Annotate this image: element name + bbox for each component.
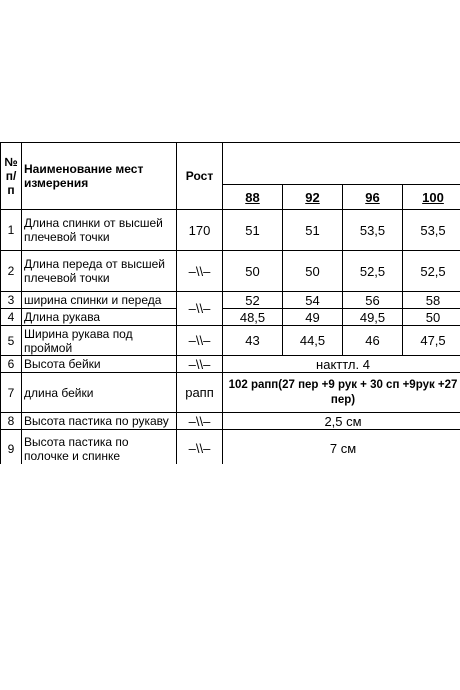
row-rost: –\\– [177,251,223,292]
row-rost: –\\– [177,292,223,326]
value-cell: 52,5 [403,251,460,292]
value-cell: 52 [223,292,283,309]
value-cell: 50 [283,251,343,292]
merged-value: 102 рапп(27 пер +9 рук + 30 сп +9рук +27 пер) [223,373,460,413]
value-cell: 53,5 [343,210,403,251]
row-rost: –\\– [177,430,223,465]
table-row [1,326,460,356]
header-sizes-group [223,143,460,185]
row-num: 1 [1,210,22,251]
table-row [1,292,460,309]
table-row [1,309,460,326]
value-cell: 52,5 [343,251,403,292]
row-rost: 170 [177,210,223,251]
size-table-sheet [0,142,460,464]
size-88: 88 [223,185,283,210]
row-num: 9 [1,430,22,465]
value-cell: 53,5 [403,210,460,251]
row-name: Высота пастика по полочке и спинке [22,430,177,465]
row-num: 7 [1,373,22,413]
row-num: 6 [1,356,22,373]
row-rost: рапп [177,373,223,413]
value-cell: 46 [343,326,403,356]
merged-value: 2,5 см [223,413,460,430]
size-96: 96 [343,185,403,210]
row-name: ширина спинки и переда [22,292,177,309]
row-rost: –\\– [177,356,223,373]
value-cell: 44,5 [283,326,343,356]
table-row [1,430,460,465]
value-cell: 58 [403,292,460,309]
value-cell: 51 [283,210,343,251]
row-num: 4 [1,309,22,326]
size-100: 100 [403,185,460,210]
merged-value: накттл. 4 [223,356,460,373]
row-name: Длина переда от высшей плечевой точки [22,251,177,292]
row-rost: –\\– [177,413,223,430]
header-name: Наименование мест измерения [22,143,177,210]
row-name: Ширина рукава под проймой [22,326,177,356]
merged-value: 7 см [223,430,460,465]
table-row [1,356,460,373]
row-name: Длина рукава [22,309,177,326]
row-name: Высота пастика по рукаву [22,413,177,430]
size-92: 92 [283,185,343,210]
header-rost: Рост [177,143,223,210]
value-cell: 50 [223,251,283,292]
row-num: 8 [1,413,22,430]
row-num: 2 [1,251,22,292]
table-row [1,251,460,292]
value-cell: 50 [403,309,460,326]
value-cell: 49,5 [343,309,403,326]
value-cell: 51 [223,210,283,251]
row-rost: –\\– [177,326,223,356]
value-cell: 49 [283,309,343,326]
row-num: 5 [1,326,22,356]
value-cell: 48,5 [223,309,283,326]
value-cell: 56 [343,292,403,309]
value-cell: 54 [283,292,343,309]
table-row [1,373,460,413]
table-row [1,413,460,430]
table-row [1,210,460,251]
size-chart-table [0,142,460,464]
row-num: 3 [1,292,22,309]
row-name: Высота бейки [22,356,177,373]
row-name: длина бейки [22,373,177,413]
header-num: № п/п [1,143,22,210]
row-name: Длина спинки от высшей плечевой точки [22,210,177,251]
value-cell: 43 [223,326,283,356]
header-row [1,143,460,185]
value-cell: 47,5 [403,326,460,356]
